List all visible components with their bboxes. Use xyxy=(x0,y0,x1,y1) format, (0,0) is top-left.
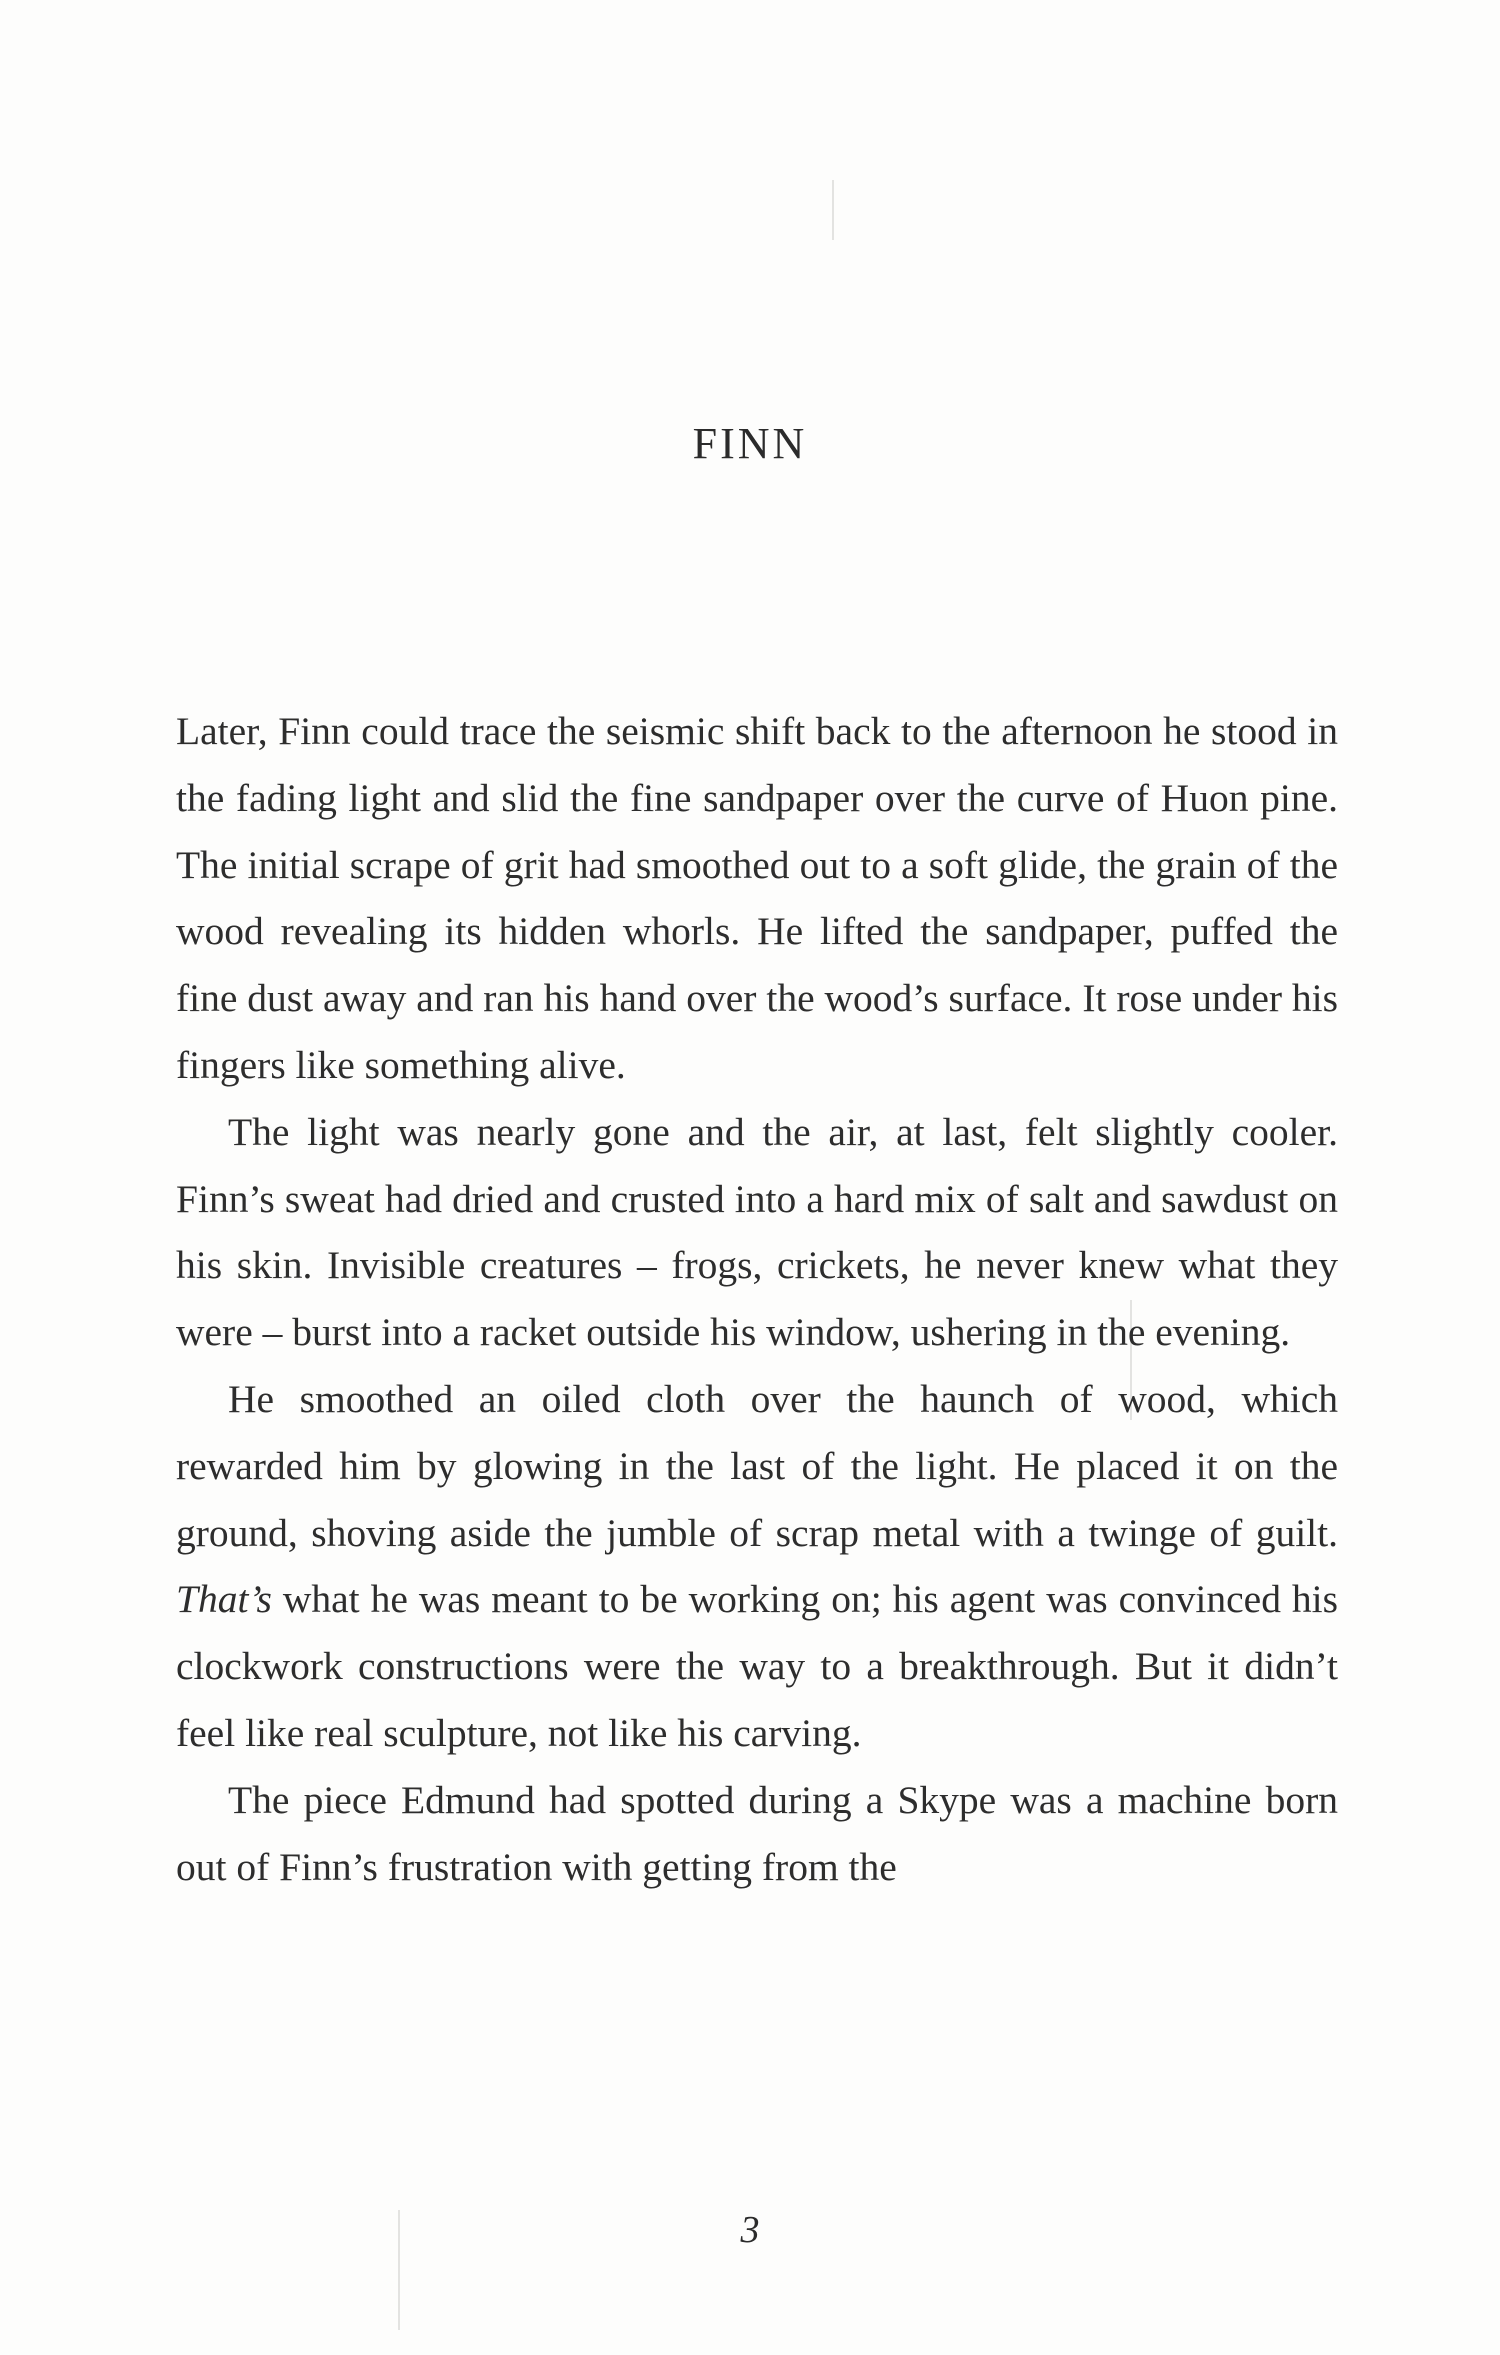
emphasis-thats: That’s xyxy=(176,1577,272,1622)
paragraph-2: The light was nearly gone and the air, at last, felt slightly cooler. Finn’s sweat had dried and crusted into a hard mix of salt and sawdust on his skin. Invisible creatures – frogs, crickets, he never knew what they were – burst into a racket outside his window, ushering in the evening. xyxy=(176,1109,1338,1355)
paragraph-1: Later, Finn could trace the seismic shift back to the afternoon he stood in the fading light and slid the fine sandpaper over the curve of Huon pine. The initial scrape of grit had smoothed out to a soft glide, the grain of the wood revealing its hidden whorls. He lifted the sandpaper, puffed the fine dust away and ran his hand over the wood’s surface. It rose under his fingers like something alive. xyxy=(176,709,1338,1087)
scan-artifact-line xyxy=(832,180,834,240)
paragraph-3 xyxy=(176,1366,1338,1767)
paragraph-4: The piece Edmund had spotted during a Skype was a machine born out of Finn’s frustration with getting from the xyxy=(176,1777,1338,1889)
page-number: 3 xyxy=(740,2209,760,2251)
chapter-body xyxy=(176,698,1338,1900)
chapter-title: FINN xyxy=(692,419,808,468)
paragraph-3-part-2: what he was meant to be working on; his agent was convinced his clockwork constructions were the way to a breakthrough. But it didn’t feel like real sculpture, not like his carving. xyxy=(176,1577,1338,1755)
paragraph-3-part-1: He smoothed an oiled cloth over the haunch of wood, which rewarded him by glowing in the last of the light. He placed it on the ground, shoving aside the jumble of scrap metal with a twinge of guilt. xyxy=(176,1376,1338,1555)
